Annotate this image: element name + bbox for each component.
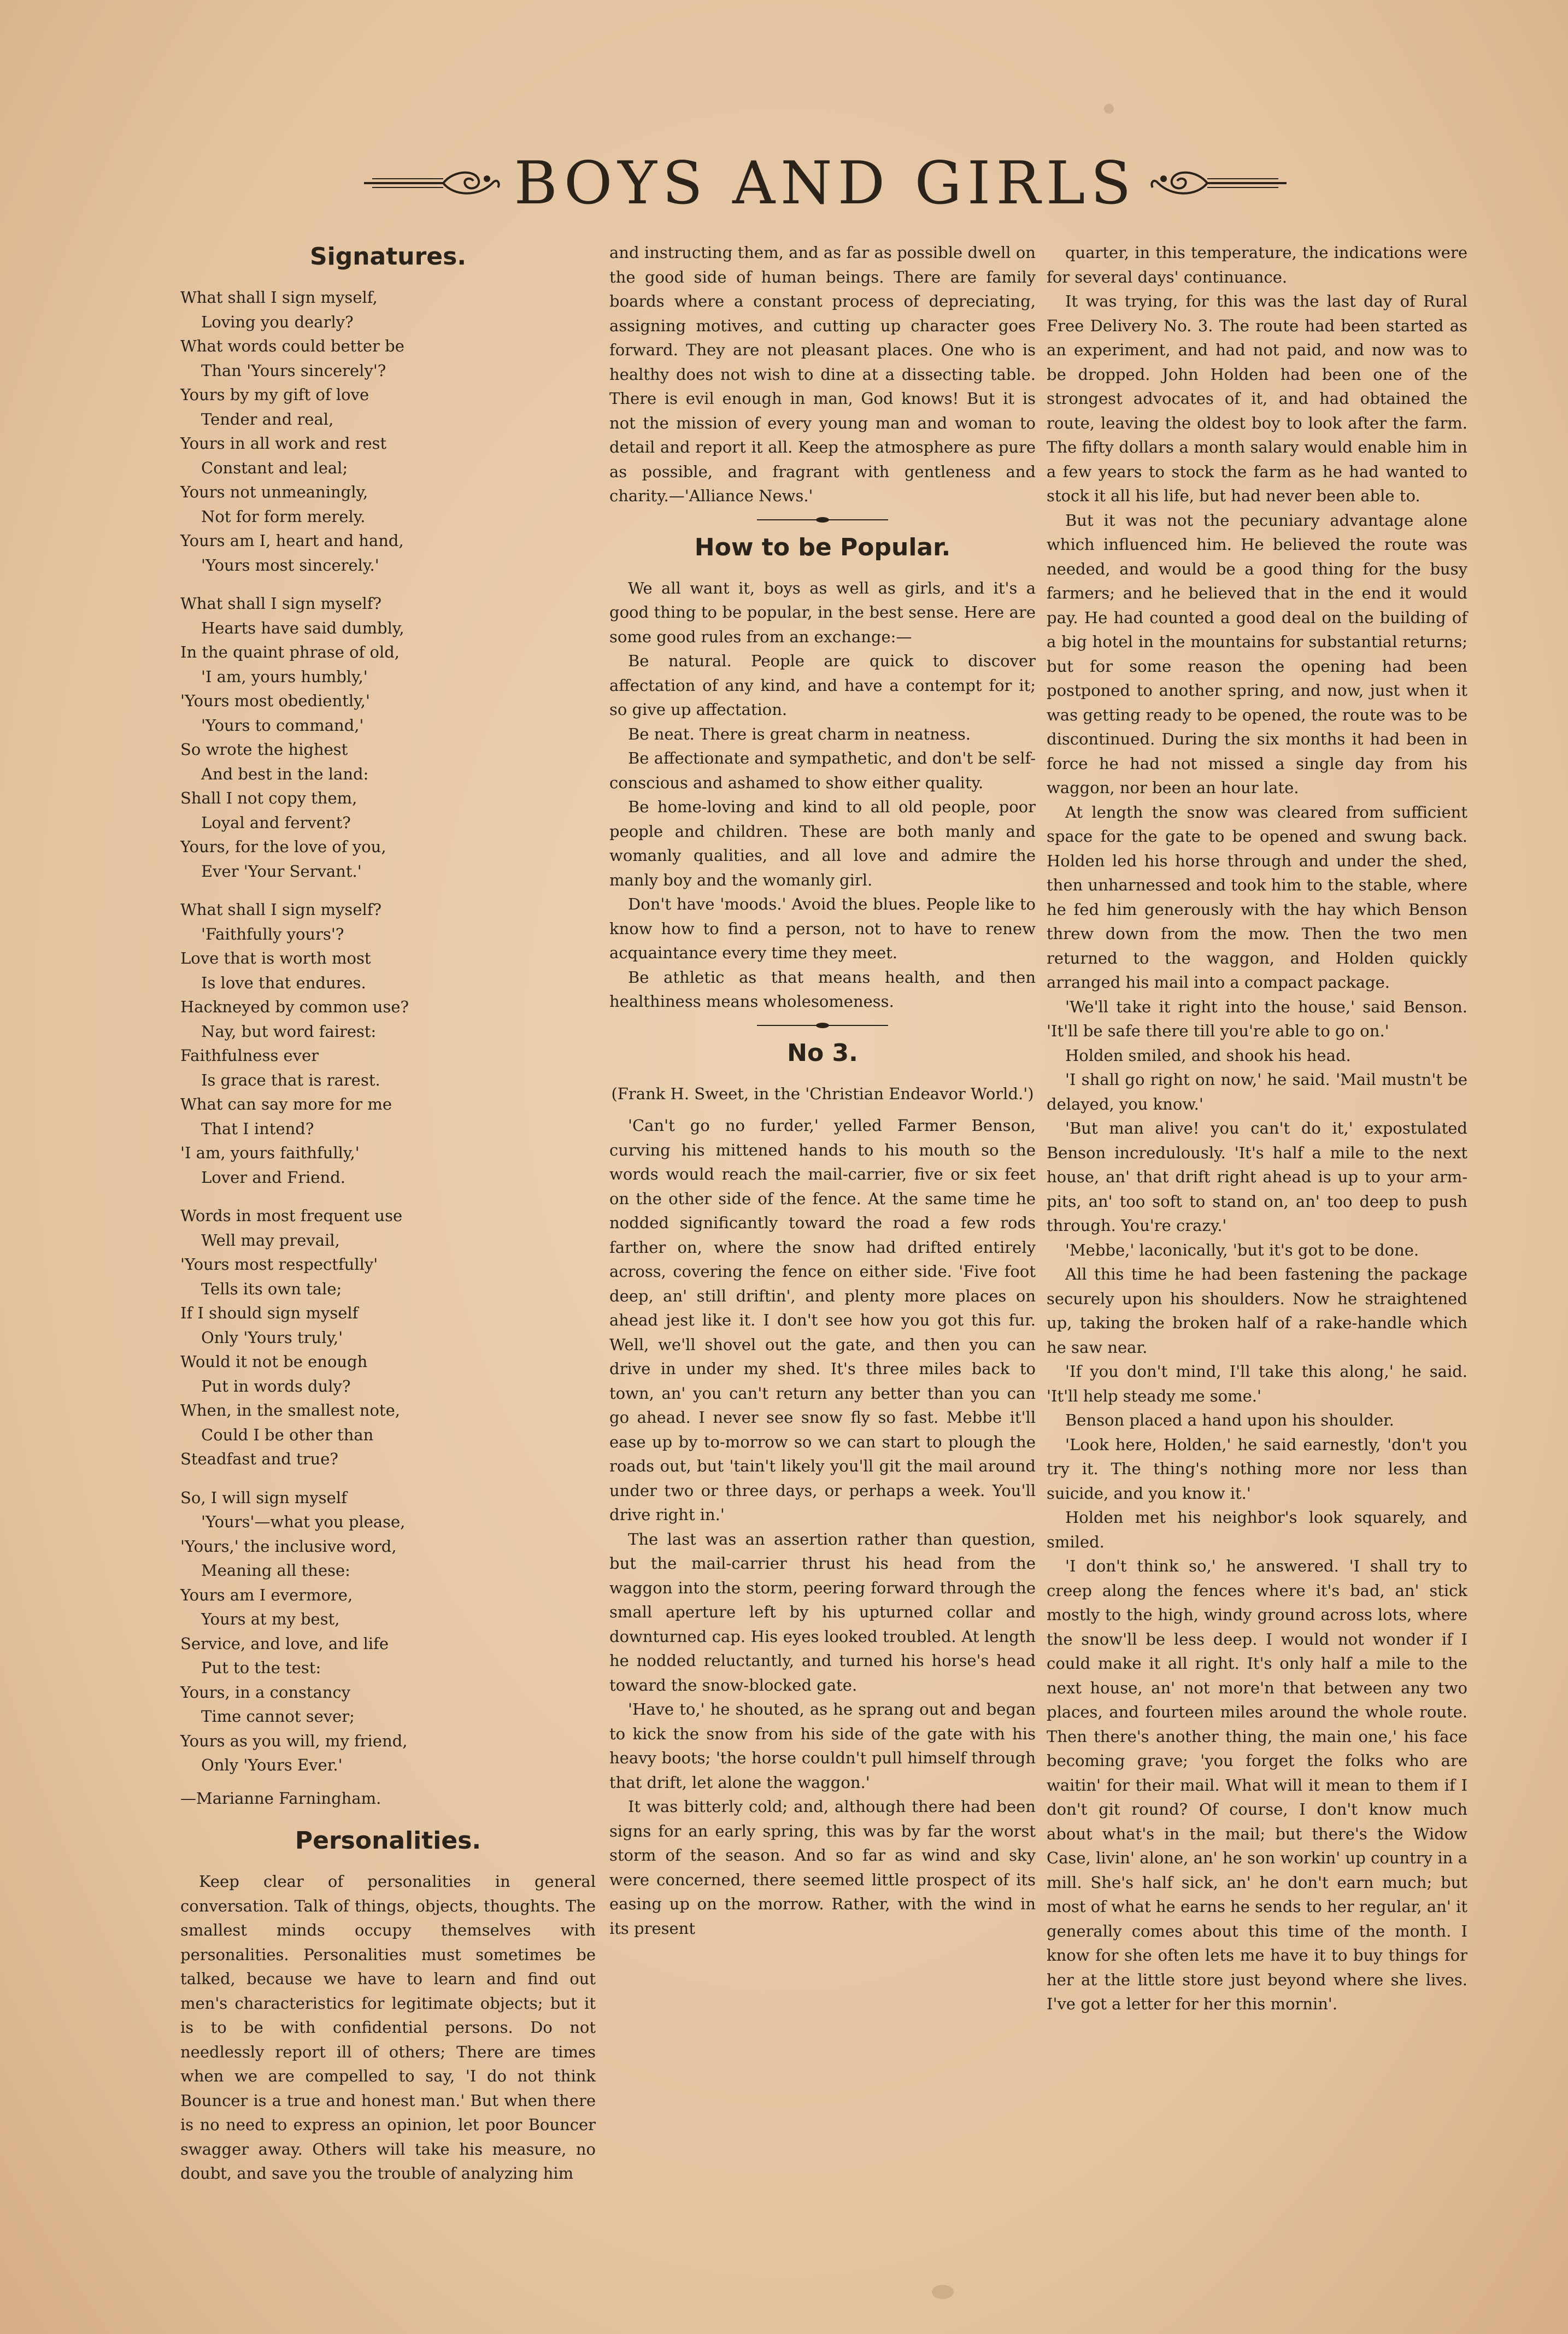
poem-line: Yours as you will, my friend, <box>180 1731 408 1750</box>
paragraph: 'We'll take it right into the house,' said Benson. 'It'll be safe there till you're able to go on.' <box>1047 997 1467 1040</box>
left-scroll-ornament <box>361 167 503 200</box>
poem-line: 'Yours most obediently,' <box>180 691 370 710</box>
poem-line: When, in the smallest note, <box>180 1401 400 1420</box>
poem-stanza <box>180 1486 596 1778</box>
poem-line: That I intend? <box>201 1119 314 1138</box>
poem-line: Well may prevail, <box>201 1230 340 1250</box>
poem-line: Service, and love, and life <box>180 1634 389 1653</box>
poem-line: What shall I sign myself? <box>180 594 382 613</box>
paragraph: Holden met his neighbor's look squarely, and smiled. <box>1047 1508 1467 1551</box>
paragraph: Be neat. There is great charm in neatness. <box>628 724 971 743</box>
poem-line: Tender and real, <box>201 409 334 429</box>
poem-line: 'Yours to command,' <box>201 716 364 735</box>
paragraph: quarter, in this temperature, the indications were for several days' continuance. <box>1047 243 1467 286</box>
poem-line: Shall I not copy them, <box>180 789 357 807</box>
poem-line: Love that is worth most <box>180 949 371 967</box>
poem-line: Yours am I, heart and hand, <box>180 531 404 550</box>
column-left <box>180 241 596 2186</box>
poem-line: Put to the test: <box>201 1658 321 1677</box>
poem-line: Than 'Yours sincerely'? <box>201 361 386 380</box>
poem-line: Hearts have said dumbly, <box>201 618 404 637</box>
poem-line: Yours at my best, <box>201 1610 340 1628</box>
paragraph: Be home-loving and kind to all old people, poor people and children. These are both manly and womanly qualities, and all love and admire the manly boy and the womanly girl. <box>609 797 1036 889</box>
popular-heading: How to be Popular. <box>694 533 951 561</box>
poem-line: 'Faithfully yours'? <box>201 924 344 943</box>
poem-line: 'I am, yours humbly,' <box>201 667 368 686</box>
paragraph: Benson placed a hand upon his shoulder. <box>1065 1411 1394 1429</box>
poem-line: Loyal and fervent? <box>201 813 351 832</box>
paragraph: All this time he had been fastening the package securely upon his shoulders. Now he straightened up, taking the broken half of a rake-handle which he saw near. <box>1047 1265 1467 1357</box>
poem-line: Only 'Yours Ever.' <box>201 1756 343 1774</box>
poem-line: Constant and leal; <box>201 458 348 477</box>
poem-line: If I should sign myself <box>180 1304 359 1322</box>
paragraph: The last was an assertion rather than question, but the mail-carrier thrust his head from the waggon into the storm, peering forward through the small aperture left by his upturned collar and downturned cap. His eyes looked troubled. At length he nodded reluctantly, and turned his horse's head toward the snow-blocked gate. <box>609 1529 1036 1694</box>
poem-line: Yours not unmeaningly, <box>180 483 368 501</box>
poem-line: Yours by my gift of love <box>180 385 369 404</box>
poem-line: 'Yours most respectfully' <box>180 1255 378 1274</box>
paragraph: Don't have 'moods.' Avoid the blues. People like to know how to find a person, not to have to renew acquaintance every time they meet. <box>609 895 1036 962</box>
paragraph: 'But man alive! you can't do it,' expostulated Benson incredulously. 'It's half a mile to the next house, an' that drift right ahead is up to your arm-pits, an' too soft to stand on, an' too deep to push through. You're crazy.' <box>1047 1119 1467 1235</box>
poem-line: Ever 'Your Servant.' <box>201 861 362 881</box>
poem-line: Only 'Yours truly,' <box>201 1328 343 1347</box>
paragraph: It was trying, for this was the last day of Rural Free Delivery No. 3. The route had been started as an experiment, and had not paid, and now was to be dropped. John Holden had been one of the strongest advocates of it, and had obtained the route, leaving the oldest boy to look after the farm. The fifty dollars a month salary would enable him in a few years to stock the farm as he had wanted to stock it all his life, but had never been able to. <box>1047 292 1467 505</box>
poem-line: 'Yours'—what you please, <box>201 1512 406 1531</box>
poem-line: In the quaint phrase of old, <box>180 643 400 661</box>
poem-line: 'Yours most sincerely.' <box>201 555 379 574</box>
page-stain <box>1104 104 1114 114</box>
no3-source: (Frank H. Sweet, in the 'Christian Endeavor World.') <box>611 1084 1034 1103</box>
poem-line: Nay, but word fairest: <box>201 1022 377 1041</box>
personalities-text-part2: and instructing them, and as far as possible dwell on the good side of human beings. There are family boards where a constant process of depreciating, assigning motives, and cutting up character goes forward. They are not pleasant places. One who is healthy does not wish to dine at a dissecting table. There is evil enough in man, God knows! But it is not the mission of every young man and woman to detail and report it all. Keep the atmosphere as pure as possible, and fragrant with gentleness and charity.—'Alliance News.' <box>609 243 1036 505</box>
no3-heading: No 3. <box>787 1039 858 1067</box>
poem-line: What shall I sign myself? <box>180 900 382 919</box>
personalities-text-part1: Keep clear of personalities in general conversation. Talk of things, objects, thoughts. The smallest minds occupy themselves with personalities. Personalities must sometimes be talked, because we have to learn and find out men's characteristics for legitimate objects; but it is to be with confidential persons. Do not needlessly report ill of others; There are times when we are compelled to say, 'I do not think Bouncer is a true and honest man.' But when there is no need to express an opinion, let poor Bouncer swagger away. Others will take his measure, no doubt, and save you the trouble of analyzing him <box>180 1872 596 2183</box>
section-title: BOYS AND GIRLS <box>514 149 1137 218</box>
poem-line: Yours, in a constancy <box>180 1682 351 1702</box>
poem-line: So, I will sign myself <box>180 1488 347 1507</box>
poem-line: Hackneyed by common use? <box>180 998 409 1016</box>
paragraph: Be natural. People are quick to discover affectation of any kind, and have a contempt for it; so give up affectation. <box>609 652 1036 719</box>
signatures-heading: Signatures. <box>309 243 467 271</box>
paragraph: It was bitterly cold; and, although there had been signs for an early spring, this was by far the worst storm of the season. And so far as wind and sky were concerned, there seemed little prospect of its easing up on the morrow. Rather, with the wind in its present <box>609 1797 1036 1938</box>
page-stain <box>932 2285 954 2299</box>
poem-attribution: —Marianne Farningham. <box>180 1788 381 1808</box>
poem-line: Is grace that is rarest. <box>201 1070 380 1089</box>
poem-stanza <box>180 898 596 1189</box>
poem-line: Not for form merely. <box>201 507 366 526</box>
poem-line: Could I be other than <box>201 1425 374 1444</box>
section-divider <box>751 1022 894 1029</box>
poem-line: Yours in all work and rest <box>180 434 387 453</box>
paragraph: Holden smiled, and shook his head. <box>1065 1046 1351 1065</box>
paragraph: 'Mebbe,' laconically, 'but it's got to be done. <box>1065 1240 1419 1259</box>
no3-story-part2 <box>1047 241 1467 2016</box>
poem-line: Yours am I evermore, <box>180 1585 353 1604</box>
no3-story-part1 <box>609 1113 1036 1940</box>
column-right <box>1047 241 1467 2016</box>
poem-line: Put in words duly? <box>201 1376 351 1395</box>
poem-line: So wrote the highest <box>180 740 348 759</box>
poem-stanza <box>180 285 596 577</box>
paragraph: At length the snow was cleared from sufficient space for the gate to be opened and swung back. Holden led his horse through and under the shed, then unharnessed and took him to the stable, where he fed him generously with the hay which Benson threw down from the mow. Then the two men returned to the waggon, and Holden quickly arranged his mail into a compact package. <box>1047 802 1467 992</box>
paragraph: 'If you don't mind, I'll take this along,' he said. 'It'll help steady me some.' <box>1047 1362 1467 1405</box>
poem-line: Meaning all these: <box>201 1561 350 1580</box>
poem-line: Tells its own tale; <box>201 1279 342 1298</box>
poem-stanza <box>180 1204 596 1471</box>
poem-line: Words in most frequent use <box>180 1206 403 1225</box>
poem-line: 'I am, yours faithfully,' <box>180 1143 360 1162</box>
paragraph: Be athletic as that means health, and then healthiness means wholesomeness. <box>609 967 1036 1011</box>
poem-line: Faithfulness ever <box>180 1046 319 1065</box>
personalities-heading: Personalities. <box>295 1827 481 1855</box>
paragraph: 'Have to,' he shouted, as he sprang out and began to kick the snow from his side of the gate with his heavy boots; 'the horse couldn't pull himself through that drift, let alone the waggon.' <box>609 1700 1036 1792</box>
poem-line: 'Yours,' the inclusive word, <box>180 1537 397 1556</box>
poem-line: Yours, for the love of you, <box>180 837 386 856</box>
paragraph: Be affectionate and sympathetic, and don't be self-conscious and ashamed to show either quality. <box>609 749 1036 792</box>
poem-line: Steadfast and true? <box>180 1450 338 1468</box>
poem-line: Lover and Friend. <box>201 1168 345 1187</box>
paragraph: But it was not the pecuniary advantage alone which influenced him. He believed the route was needed, and would be a good thing for the busy farmers; and he believed that in the end it would pay. He had counted a good deal on the building of a big hotel in the mountains for substantial returns; but for some reason the opening had been postponed to another spring, and now, just when it was getting ready to be opened, the route was to be discontinued. During the six months it had been in force he had not missed a single day from his waggon, nor been an hour late. <box>1047 511 1467 797</box>
paragraph: 'I don't think so,' he answered. 'I shall try to creep along the fences where it's bad, an' stick mostly to the high, windy ground across lots, where the snow'll be less deep. I would not wonder if I could make it all right. It's only half a mile to the next house, an' not more'n that between any two places, and fourteen miles around the whole route. Then there's another thing, the main one,' his face becoming grave; 'you forget the folks who are waitin' for their mail. What will it mean to them if I don't git round? Of course, I don't know much about what's in the mail; but there's the Widow Case, livin' alone, an' he son workin' up country in a mill. She's half sick, an' he don't earn much; but most of what he earns he sends to her regular, an' it generally comes about this time of the month. I know for she often lets me have it to buy things for her at the little store just beyond where she lives. I've got a letter for her this mornin'. <box>1047 1557 1467 2013</box>
poem-line: Is love that endures. <box>201 973 366 992</box>
column-middle <box>609 241 1036 1940</box>
signatures-poem <box>180 285 596 1778</box>
poem-line: What can say more for me <box>180 1095 392 1113</box>
paragraph: 'Can't go no furder,' yelled Farmer Benson, curving his mittened hands to his mouth so the words would reach the mail-carrier, five or six feet on the other side of the fence. At the same time he nodded significantly toward the road a few rods farther on, where the snow had drifted entirely across, covering the fence on either side. 'Five foot deep, an' still driftin', and plenty more places on ahead jest like it. I don't see how you got this fur. Well, we'll shovel out the gate, and then you can drive in under my shed. It's three miles back to town, an' you can't return any better than you can go ahead. I never see snow fly so fast. Mebbe it'll ease up by to-morrow so we can start to plough the roads out, but 'tain't likely you'll git the mail around under two or three days, or perhaps a week. You'll drive right in.' <box>609 1116 1036 1524</box>
right-scroll-ornament <box>1147 167 1289 200</box>
section-divider <box>751 516 894 524</box>
poem-line: Would it not be enough <box>180 1352 368 1371</box>
poem-line: Time cannot sever; <box>201 1707 355 1726</box>
poem-line: What shall I sign myself, <box>180 288 378 307</box>
paragraph: We all want it, boys as well as girls, and it's a good thing to be popular, in the best sense. Here are some good rules from an exchange:— <box>609 578 1036 646</box>
poem-line: What words could better be <box>180 337 404 355</box>
poem-line: Loving you dearly? <box>201 312 354 331</box>
poem-line: And best in the land: <box>201 764 369 783</box>
popular-article <box>609 576 1036 1014</box>
section-masthead <box>306 150 1344 216</box>
paragraph: 'I shall go right on now,' he said. 'Mail mustn't be delayed, you know.' <box>1047 1070 1467 1113</box>
paragraph: 'Look here, Holden,' he said earnestly, 'don't you try it. The thing's nothing more nor less than suicide, and you know it.' <box>1047 1435 1467 1503</box>
poem-stanza <box>180 591 596 883</box>
